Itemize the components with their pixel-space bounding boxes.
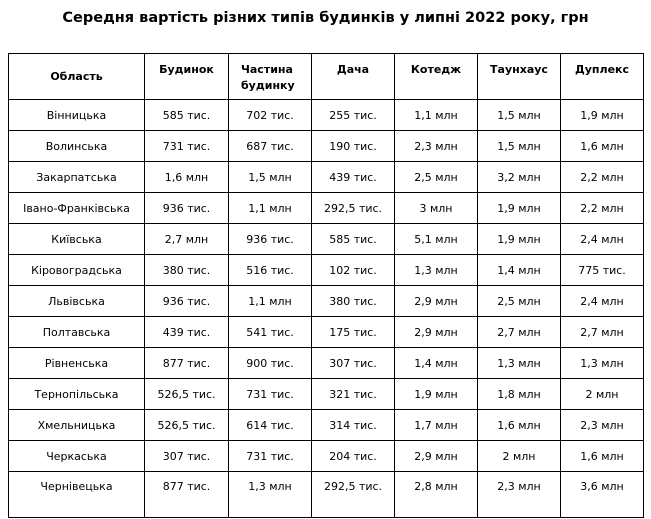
price-cell: 1,5 млн — [229, 162, 312, 193]
price-cell: 1,3 млн — [478, 348, 561, 379]
price-cell: 775 тис. — [561, 255, 644, 286]
price-cell: 439 тис. — [145, 317, 229, 348]
price-cell: 3,6 млн — [561, 472, 644, 518]
price-cell: 526,5 тис. — [145, 379, 229, 410]
price-cell: 307 тис. — [312, 348, 395, 379]
column-header: Область — [9, 54, 145, 100]
price-cell: 292,5 тис. — [312, 472, 395, 518]
price-cell: 1,4 млн — [478, 255, 561, 286]
table-row — [9, 131, 644, 162]
price-cell: 1,3 млн — [561, 348, 644, 379]
column-header: Дача — [312, 54, 395, 100]
price-cell: 1,6 млн — [478, 410, 561, 441]
price-cell: 2,4 млн — [561, 286, 644, 317]
price-cell: 1,7 млн — [395, 410, 478, 441]
region-cell: Кіровоградська — [9, 255, 145, 286]
price-cell: 2,3 млн — [561, 410, 644, 441]
price-cell: 1,4 млн — [395, 348, 478, 379]
price-cell: 2,4 млн — [561, 224, 644, 255]
price-cell: 516 тис. — [229, 255, 312, 286]
price-cell: 1,1 млн — [395, 100, 478, 131]
price-cell: 877 тис. — [145, 348, 229, 379]
table-row — [9, 379, 644, 410]
price-cell: 2,8 млн — [395, 472, 478, 518]
price-cell: 1,9 млн — [395, 379, 478, 410]
region-cell: Полтавська — [9, 317, 145, 348]
price-cell: 2,5 млн — [478, 286, 561, 317]
price-cell: 314 тис. — [312, 410, 395, 441]
price-cell: 1,5 млн — [478, 100, 561, 131]
price-cell: 2,5 млн — [395, 162, 478, 193]
price-cell: 585 тис. — [312, 224, 395, 255]
table-row — [9, 286, 644, 317]
region-cell: Тернопільська — [9, 379, 145, 410]
table-row — [9, 410, 644, 441]
column-header: Дуплекс — [561, 54, 644, 100]
table-title: Середня вартість різних типів будинків у липні 2022 року, грн — [62, 10, 589, 26]
column-header: Частина будинку — [229, 54, 312, 100]
table-row — [9, 100, 644, 131]
table-row — [9, 255, 644, 286]
region-cell: Вінницька — [9, 100, 145, 131]
price-cell: 1,3 млн — [229, 472, 312, 518]
price-cell: 900 тис. — [229, 348, 312, 379]
price-cell: 1,1 млн — [229, 286, 312, 317]
price-cell: 2,3 млн — [395, 131, 478, 162]
price-cell: 175 тис. — [312, 317, 395, 348]
table-row — [9, 224, 644, 255]
price-cell: 1,6 млн — [145, 162, 229, 193]
price-cell: 2,9 млн — [395, 441, 478, 472]
price-cell: 2,2 млн — [561, 162, 644, 193]
table-row — [9, 472, 644, 518]
price-cell: 2,7 млн — [561, 317, 644, 348]
price-cell: 1,1 млн — [229, 193, 312, 224]
price-cell: 321 тис. — [312, 379, 395, 410]
price-cell: 936 тис. — [145, 286, 229, 317]
region-cell: Закарпатська — [9, 162, 145, 193]
region-cell: Хмельницька — [9, 410, 145, 441]
table-row — [9, 193, 644, 224]
price-cell: 1,5 млн — [478, 131, 561, 162]
price-cell: 585 тис. — [145, 100, 229, 131]
price-cell: 1,9 млн — [478, 224, 561, 255]
price-cell: 2,7 млн — [145, 224, 229, 255]
price-cell: 1,9 млн — [478, 193, 561, 224]
price-cell: 204 тис. — [312, 441, 395, 472]
region-cell: Чернівецька — [9, 472, 145, 518]
price-cell: 541 тис. — [229, 317, 312, 348]
region-cell: Волинська — [9, 131, 145, 162]
price-cell: 687 тис. — [229, 131, 312, 162]
region-cell: Львівська — [9, 286, 145, 317]
price-cell: 255 тис. — [312, 100, 395, 131]
price-cell: 2 млн — [561, 379, 644, 410]
table-row — [9, 441, 644, 472]
table-row — [9, 317, 644, 348]
price-cell: 526,5 тис. — [145, 410, 229, 441]
table-row — [9, 162, 644, 193]
price-cell: 190 тис. — [312, 131, 395, 162]
region-cell: Київська — [9, 224, 145, 255]
column-header: Будинок — [145, 54, 229, 100]
price-cell: 2,7 млн — [478, 317, 561, 348]
price-cell: 2 млн — [478, 441, 561, 472]
price-cell: 5,1 млн — [395, 224, 478, 255]
price-cell: 731 тис. — [229, 379, 312, 410]
price-cell: 439 тис. — [312, 162, 395, 193]
price-cell: 731 тис. — [229, 441, 312, 472]
price-cell: 702 тис. — [229, 100, 312, 131]
price-cell: 1,6 млн — [561, 131, 644, 162]
price-cell: 2,3 млн — [478, 472, 561, 518]
column-header: Таунхаус — [478, 54, 561, 100]
price-cell: 380 тис. — [145, 255, 229, 286]
price-cell: 877 тис. — [145, 472, 229, 518]
price-cell: 1,3 млн — [395, 255, 478, 286]
column-header: Котедж — [395, 54, 478, 100]
region-cell: Черкаська — [9, 441, 145, 472]
price-cell: 3 млн — [395, 193, 478, 224]
price-cell: 2,9 млн — [395, 317, 478, 348]
price-cell: 102 тис. — [312, 255, 395, 286]
price-cell: 307 тис. — [145, 441, 229, 472]
price-cell: 936 тис. — [229, 224, 312, 255]
region-cell: Івано-Франківська — [9, 193, 145, 224]
price-cell: 3,2 млн — [478, 162, 561, 193]
price-cell: 2,9 млн — [395, 286, 478, 317]
price-cell: 1,6 млн — [561, 441, 644, 472]
table-row — [9, 348, 644, 379]
price-cell: 2,2 млн — [561, 193, 644, 224]
price-cell: 1,8 млн — [478, 379, 561, 410]
price-table — [8, 53, 644, 518]
price-cell: 1,9 млн — [561, 100, 644, 131]
price-cell: 292,5 тис. — [312, 193, 395, 224]
region-cell: Рівненська — [9, 348, 145, 379]
price-cell: 380 тис. — [312, 286, 395, 317]
price-cell: 614 тис. — [229, 410, 312, 441]
price-cell: 731 тис. — [145, 131, 229, 162]
price-cell: 936 тис. — [145, 193, 229, 224]
header-row — [9, 54, 644, 100]
